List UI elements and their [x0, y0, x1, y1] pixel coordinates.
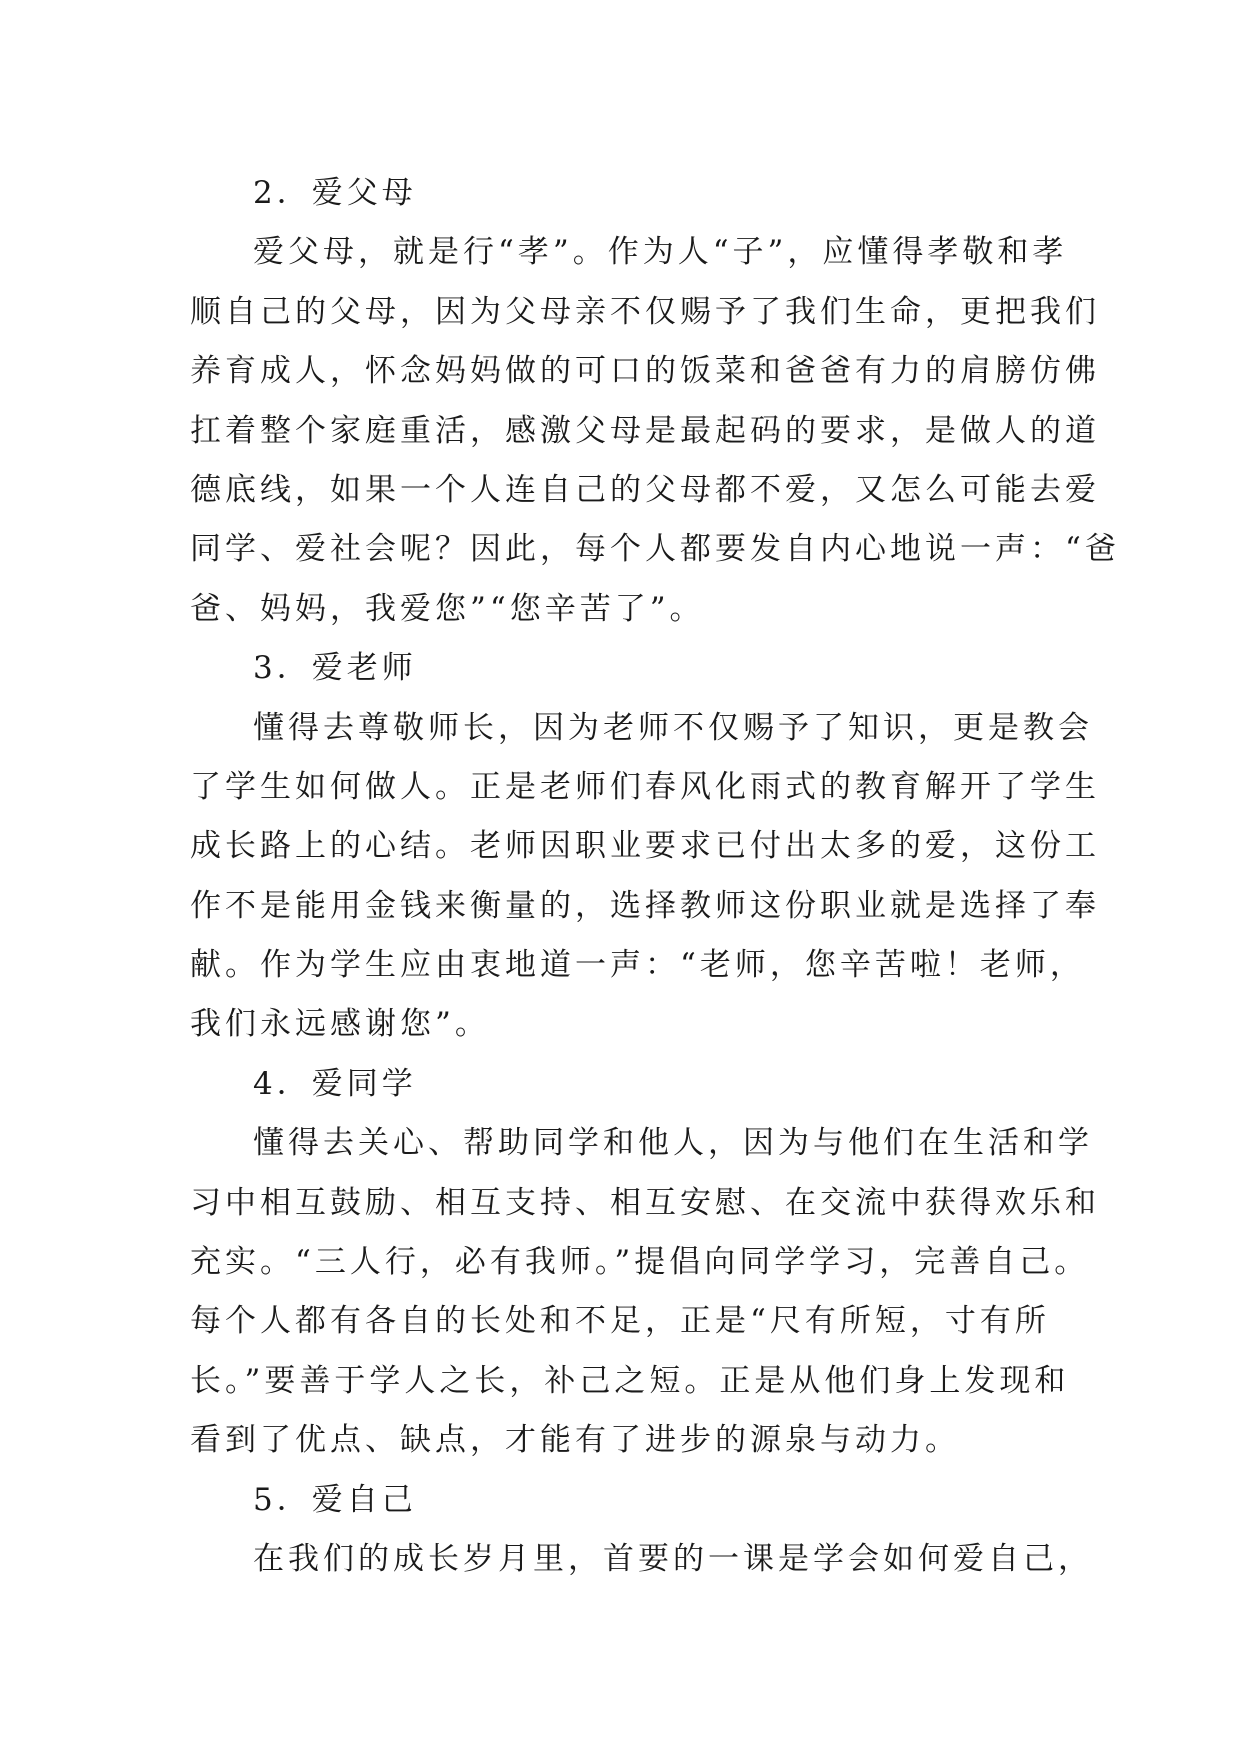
text-line: 顺自己的父母，因为父母亲不仅赐予了我们生命，更把我们	[190, 293, 1100, 330]
section-heading: 4．爱同学	[253, 1065, 417, 1102]
text-line: 懂得去关心、帮助同学和他人，因为与他们在生活和学	[253, 1125, 1093, 1162]
section-heading: 5．爱自己	[253, 1481, 417, 1518]
text-line: 习中相互鼓励、相互支持、相互安慰、在交流中获得欢乐和	[190, 1184, 1100, 1221]
text-line: 每个人都有各自的长处和不足，正是“尺有所短，寸有所	[190, 1303, 1050, 1340]
text-line: 爱父母，就是行“孝”。作为人“子”，应懂得孝敬和孝	[253, 234, 1068, 271]
text-line: 看到了优点、缺点，才能有了进步的源泉与动力。	[190, 1422, 960, 1459]
text-line: 成长路上的心结。老师因职业要求已付出太多的爱，这份工	[190, 828, 1100, 865]
text-line: 献。作为学生应由衷地道一声：“老师，您辛苦啦！老师，	[190, 947, 1085, 984]
text-line: 充实。“三人行，必有我师。”提倡向同学学习，完善自己。	[190, 1244, 1090, 1281]
text-line: 养育成人，怀念妈妈做的可口的饭菜和爸爸有力的肩膀仿佛	[190, 353, 1100, 390]
text-line: 德底线，如果一个人连自己的父母都不爱，又怎么可能去爱	[190, 471, 1100, 508]
text-line: 在我们的成长岁月里，首要的一课是学会如何爱自己，	[253, 1540, 1093, 1577]
text-line: 长。”要善于学人之长，补己之短。正是从他们身上发现和	[190, 1362, 1070, 1399]
section-heading: 3．爱老师	[253, 650, 417, 687]
text-line: 作不是能用金钱来衡量的，选择教师这份职业就是选择了奉	[190, 887, 1100, 924]
text-line: 爸、妈妈，我爱您”“您辛苦了”。	[190, 590, 705, 627]
section-heading: 2．爱父母	[253, 175, 417, 211]
text-line: 了学生如何做人。正是老师们春风化雨式的教育解开了学生	[190, 768, 1100, 805]
text-line: 我们永远感谢您”。	[190, 1006, 490, 1043]
text-line: 扛着整个家庭重活，感激父母是最起码的要求，是做人的道	[190, 412, 1100, 449]
body-text	[190, 164, 1120, 1589]
text-line: 同学、爱社会呢？因此，每个人都要发自内心地说一声：“爸	[190, 531, 1120, 568]
text-line: 懂得去尊敬师长，因为老师不仅赐予了知识，更是教会	[253, 709, 1093, 746]
